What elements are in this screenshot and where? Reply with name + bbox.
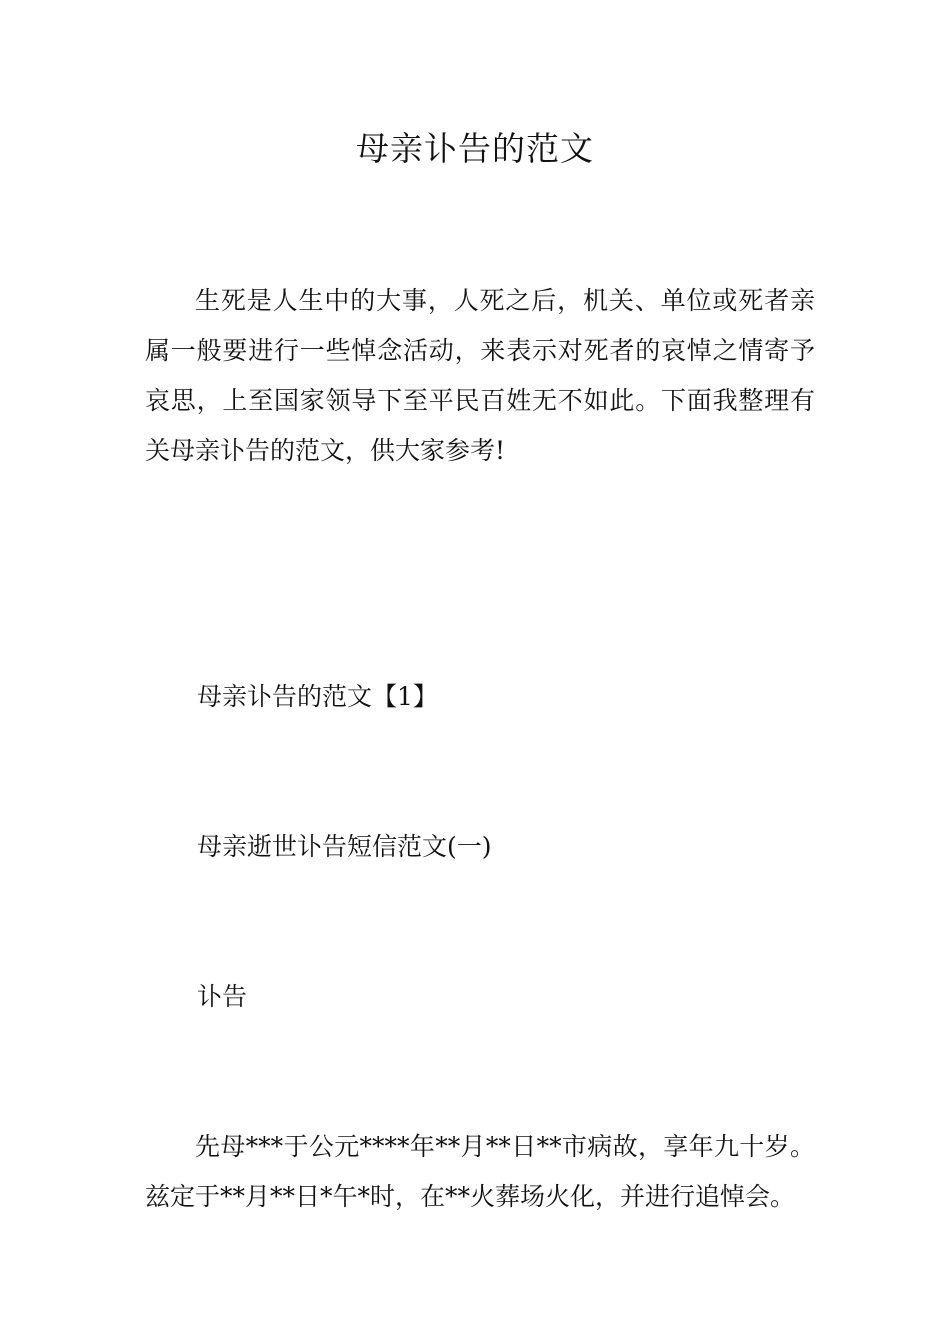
notice-label: 讣告	[197, 982, 248, 1011]
intro-paragraph: 生死是人生中的大事，人死之后，机关、单位或死者亲属一般要进行一些悼念活动，来表示对死者的哀悼之情寄予哀思，上至国家领导下至平民百姓无不如此。下面我整理有关母亲讣告的范文，供大家参考!	[145, 286, 815, 465]
notice-paragraph: 先母***于公元****年**月**日**市病故，享年九十岁。兹定于**月**日*午*时，在**火葬场火化，并进行追悼会。	[145, 1132, 815, 1211]
section-heading: 母亲讣告的范文【1】	[197, 682, 438, 711]
subheading: 母亲逝世讣告短信范文(一)	[197, 832, 492, 861]
document-title: 母亲讣告的范文	[356, 129, 594, 168]
